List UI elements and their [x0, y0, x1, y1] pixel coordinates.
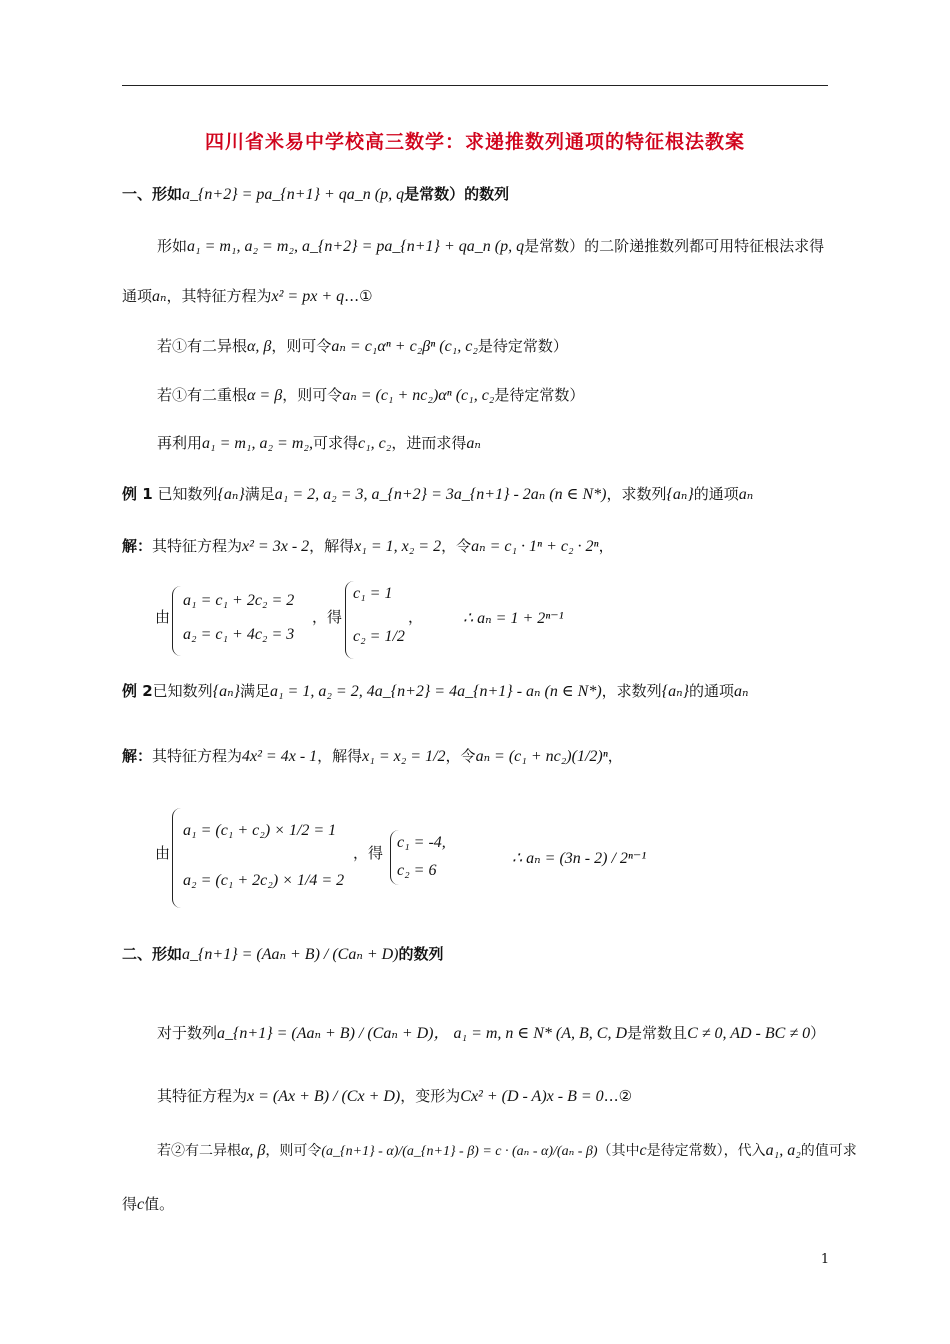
text: ，则可令 [282, 386, 343, 404]
formula: 4x² = 4x - 1 [242, 748, 318, 765]
solution-label: 解： [122, 537, 153, 555]
section-1-heading-text: 一、形如 [122, 185, 183, 203]
section-2-heading-text: 二、形如 [122, 945, 183, 963]
system-equation-2: a₂ = c₁ + 4c₂ = 3 [183, 626, 295, 643]
text: ，进而求得 [391, 434, 467, 452]
formula: aₙ [152, 288, 167, 305]
formula: x₁ = 1, x₂ = 2 [354, 538, 442, 555]
text: 其特征方程为 [152, 747, 243, 765]
text: ，求数列 [601, 682, 662, 700]
text: 满足 [239, 682, 270, 700]
formula: a₁ = m₁, a₂ = m₂, [202, 435, 313, 452]
formula: aₙ [466, 435, 481, 452]
formula: C ≠ 0, AD - BC ≠ 0 [687, 1025, 811, 1042]
result-c2: c₂ = 6 [397, 862, 437, 879]
get-label: ，得 [353, 844, 384, 862]
section-1-para-4 [157, 384, 584, 405]
section-2-heading-formula: a_{n+1} = (Aaₙ + B) / (Caₙ + D) [182, 946, 399, 963]
text: ，解得 [309, 537, 355, 555]
text: 其特征方程为 [157, 1087, 248, 1105]
text: ， [607, 747, 623, 765]
formula: {aₙ} [212, 683, 240, 700]
text: ） [810, 1024, 826, 1042]
formula: a_{n+1} = (Aaₙ + B) / (Caₙ + D)， a₁ = m, n ∈ N* (A, B, C, D [217, 1025, 628, 1042]
formula: aₙ [733, 683, 749, 700]
formula: c [639, 1142, 647, 1159]
formula: c [137, 1196, 145, 1213]
formula: α = β [247, 387, 283, 404]
formula: a₁ = m₁, a₂ = m₂, a_{n+2} = pa_{n+1} + qa_n (p, q [187, 238, 525, 255]
text: （其中 [597, 1143, 640, 1159]
text: ，令 [445, 747, 476, 765]
text: 是常数且 [627, 1024, 688, 1042]
text: 是待定常数） [477, 337, 568, 355]
text: 其特征方程为 [152, 537, 243, 555]
formula: x₁ = x₂ = 1/2 [362, 748, 446, 765]
by-label: 由 [155, 844, 171, 862]
example-2-solution [122, 745, 623, 766]
formula: aₙ = c₁αⁿ + c₂βⁿ (c₁, c₂ [331, 338, 478, 355]
system-equation-2: a₂ = (c₁ + 2c₂) × 1/4 = 2 [183, 872, 345, 889]
example-2-statement [122, 680, 748, 701]
formula: a₁ = 1, a₂ = 2, 4a_{n+2} = 4a_{n+1} - aₙ (n ∈ N*) [269, 683, 602, 700]
formula: {aₙ} [666, 486, 694, 503]
formula: aₙ = (c₁ + nc₂)(1/2)ⁿ [475, 748, 608, 765]
section-1-para-1 [157, 235, 824, 256]
solution-label: 解： [122, 747, 153, 765]
section-2-heading-tail: 的数列 [398, 945, 444, 963]
section-2-para-4 [122, 1193, 174, 1214]
formula: a₁, a₂ [765, 1142, 801, 1159]
section-1-heading-formula: a_{n+2} = pa_{n+1} + qa_n (p, q [182, 186, 405, 203]
text: 可求得 [312, 434, 358, 452]
text: 是待定常数） [494, 386, 585, 404]
text: 的通项 [688, 682, 734, 700]
formula: x = (Ax + B) / (Cx + D) [247, 1088, 401, 1105]
text: ，令 [441, 537, 472, 555]
conclusion: ∴ aₙ = 1 + 2ⁿ⁻¹ [463, 610, 564, 627]
text: ，解得 [317, 747, 363, 765]
section-2-para-3 [157, 1140, 857, 1160]
text: 是常数）的二阶递推数列都可用特征根法求得 [524, 237, 825, 255]
text: 的通项 [693, 485, 739, 503]
text: ，其特征方程为 [166, 287, 272, 305]
system-equation-1: a₁ = c₁ + 2c₂ = 2 [183, 592, 295, 609]
conclusion: ∴ aₙ = (3n - 2) / 2ⁿ⁻¹ [512, 850, 647, 867]
text: 已知数列 [157, 485, 218, 503]
formula: aₙ = c₁ · 1ⁿ + c₂ · 2ⁿ [471, 538, 599, 555]
section-1-heading [122, 183, 509, 204]
section-1-para-5 [157, 432, 481, 453]
text: 已知数列 [152, 682, 213, 700]
brace [172, 586, 181, 656]
result-c1: c₁ = 1 [353, 585, 393, 602]
section-2-para-2 [157, 1085, 632, 1106]
text: …② [603, 1087, 633, 1105]
text: ，求数列 [606, 485, 667, 503]
formula: c₁, c₂ [357, 435, 392, 452]
result-c1: c₁ = -4, [397, 834, 446, 851]
text: ， [598, 537, 614, 555]
formula: aₙ = (c₁ + nc₂)αⁿ (c₁, c₂ [342, 387, 495, 404]
example-1-statement [122, 483, 753, 504]
text: 值。 [144, 1195, 175, 1213]
by-label: 由 [155, 608, 171, 626]
text: 满足 [244, 485, 275, 503]
formula: a₁ = 2, a₂ = 3, a_{n+2} = 3a_{n+1} - 2aₙ (n ∈ N*) [274, 486, 607, 503]
text: 若②有二异根 [157, 1143, 241, 1159]
text: 再利用 [157, 434, 203, 452]
example-label: 例 1 [122, 485, 153, 503]
example-1-solution [122, 535, 614, 556]
text: ，则可令 [271, 337, 332, 355]
header-rule [122, 85, 828, 86]
section-1-para-3 [157, 335, 568, 356]
section-1-heading-tail: 是常数）的数列 [404, 185, 510, 203]
formula: {aₙ} [661, 683, 689, 700]
formula: Cx² + (D - A)x - B = 0 [460, 1088, 604, 1105]
text: …① [344, 287, 373, 305]
formula: (a_{n+1} - α)/(a_{n+1} - β) = c · (aₙ - α)/(aₙ - β) [321, 1144, 598, 1159]
text: 形如 [157, 237, 188, 255]
text: 的值可求 [800, 1143, 857, 1159]
section-1-para-2 [122, 285, 373, 306]
result-c2: c₂ = 1/2 [353, 628, 405, 645]
system-equation-1: a₁ = (c₁ + c₂) × 1/2 = 1 [183, 822, 337, 839]
example-label: 例 2 [122, 682, 153, 700]
formula: aₙ [738, 486, 754, 503]
text: 通项 [122, 287, 153, 305]
formula: x² = px + q [271, 288, 345, 305]
brace [172, 808, 181, 908]
text: ，则可令 [265, 1143, 322, 1159]
text: ，变形为 [400, 1087, 461, 1105]
text: 得 [122, 1195, 138, 1213]
text: ， [408, 608, 424, 626]
text: 对于数列 [157, 1024, 218, 1042]
section-2-heading [122, 943, 444, 964]
section-2-para-1 [157, 1020, 825, 1043]
text: 若①有二重根 [157, 386, 248, 404]
get-label: ，得 [312, 608, 343, 626]
page-number: 1 [820, 1252, 830, 1267]
text: 是待定常数），代入 [646, 1143, 766, 1159]
page-title: 四川省米易中学校高三数学：求递推数列通项的特征根法教案 [204, 131, 745, 153]
formula: x² = 3x - 2 [242, 538, 310, 555]
formula: α, β [247, 338, 272, 355]
text: 若①有二异根 [157, 337, 248, 355]
formula: α, β [241, 1142, 266, 1159]
formula: {aₙ} [217, 486, 245, 503]
